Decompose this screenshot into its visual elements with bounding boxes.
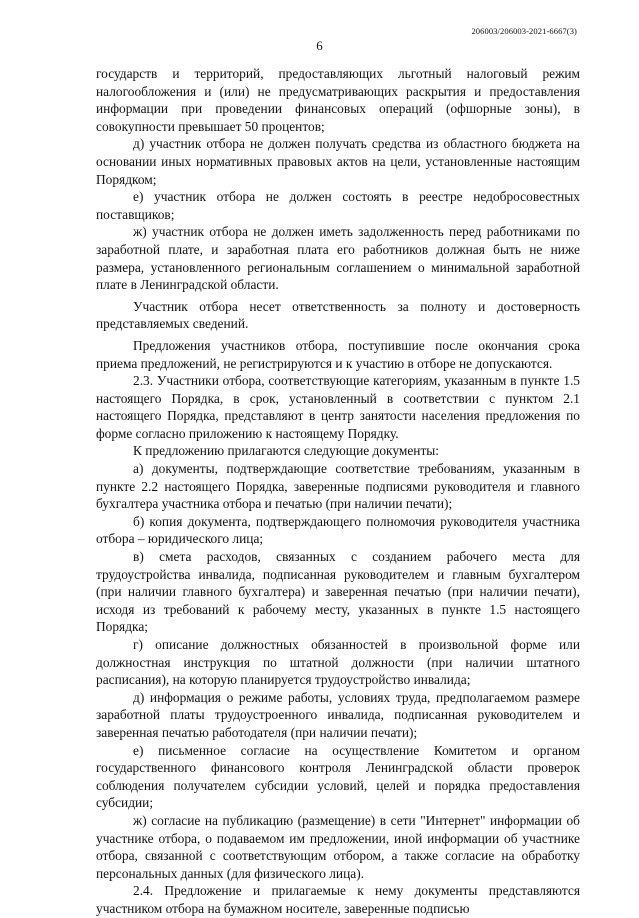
- paragraph-item-zh: ж) участник отбора не должен иметь задолженность перед работниками по заработной плате, и заработная плата его работников должная быть не ниже размера, установленного региональным соглашением о минимальной заработной плате в Ленинградской области.: [96, 224, 580, 293]
- paragraph-doc-g: г) описание должностных обязанностей в произвольной форме или должностная инструкция по штатной должности (при наличии штатного расписания), на которую планируется трудоустройство инвалида;: [96, 637, 580, 688]
- paragraph-2-3: 2.3. Участники отбора, соответствующие категориям, указанным в пункте 1.5 настоящего Порядка, в срок, установленный в соответствии с пунктом 2.1 настоящего Порядка, представляют в центр занятости населения предложения по форме согласно приложению к настоящему Порядку.: [96, 373, 580, 441]
- paragraph-responsibility: Участник отбора несет ответственность за полноту и достоверность представляемых сведений.: [96, 298, 580, 332]
- paragraph-offshore-continuation: государств и территорий, предоставляющих льготный налоговый режим налогообложения и (или) не предусматривающих раскрытия и предоставления информации при проведении финансовых операций (офшорные зоны), в совокупности превышает 50 процентов;: [96, 66, 580, 134]
- paragraph-2-4: 2.4. Предложение и прилагаемые к нему документы представляются участником отбора на бумажном носителе, заверенные подписью: [96, 883, 580, 916]
- paragraph-doc-v: в) смета расходов, связанных с созданием рабочего места для трудоустройства инвалида, подписанная руководителем и главным бухгалтером (при наличии главного бухгалтера) и заверенная печатью (при наличии печати), исходя из требований к рабочему месту, указанных в пункте 1.5 настоящего Порядка;: [96, 549, 580, 635]
- document-body: [96, 65, 580, 918]
- paragraph-doc-a: а) документы, подтверждающие соответствие требованиям, указанным в пункте 2.2 настоящего Порядка, заверенные подписями руководителя и главного бухгалтера участника отбора и печатью (при наличии печати);: [96, 461, 580, 512]
- page-number: 6: [316, 38, 323, 53]
- paragraph-item-d: д) участник отбора не должен получать средства из областного бюджета на основании иных нормативных правовых актов на цели, установленные настоящим Порядком;: [96, 136, 580, 187]
- paragraph-late-proposals: Предложения участников отбора, поступившие после окончания срока приема предложений, не регистрируются и к участию в отборе не допускаются.: [96, 337, 580, 371]
- paragraph-doc-zh: ж) согласие на публикацию (размещение) в сети "Интернет" информации об участнике отбора, о подаваемом им предложении, иной информации об участнике отбора, связанной с соответствующим отбором, а также согласие на обработку персональных данных (для физического лица).: [96, 812, 580, 881]
- paragraph-doc-b: б) копия документа, подтверждающего полномочия руководителя участника отбора – юридического лица;: [96, 513, 580, 547]
- paragraph-doc-d: д) информация о режиме работы, условиях труда, предполагаемом размере заработной платы трудоустроенного инвалида, подписанная руководителем и заверенная печатью работодателя (при наличии печати);: [96, 689, 580, 740]
- paragraph-doc-e: е) письменное согласие на осуществление Комитетом и органом государственного финансового контроля Ленинградской области проверок соблюдения получателем субсидии условий, целей и порядка предоставления субсидии;: [96, 742, 580, 811]
- document-id: 206003/206003-2021-6667(3): [471, 26, 577, 36]
- paragraph-item-e: е) участник отбора не должен состоять в реестре недобросовестных поставщиков;: [96, 189, 580, 222]
- paragraph-documents-intro: К предложению прилагаются следующие документы:: [133, 443, 440, 459]
